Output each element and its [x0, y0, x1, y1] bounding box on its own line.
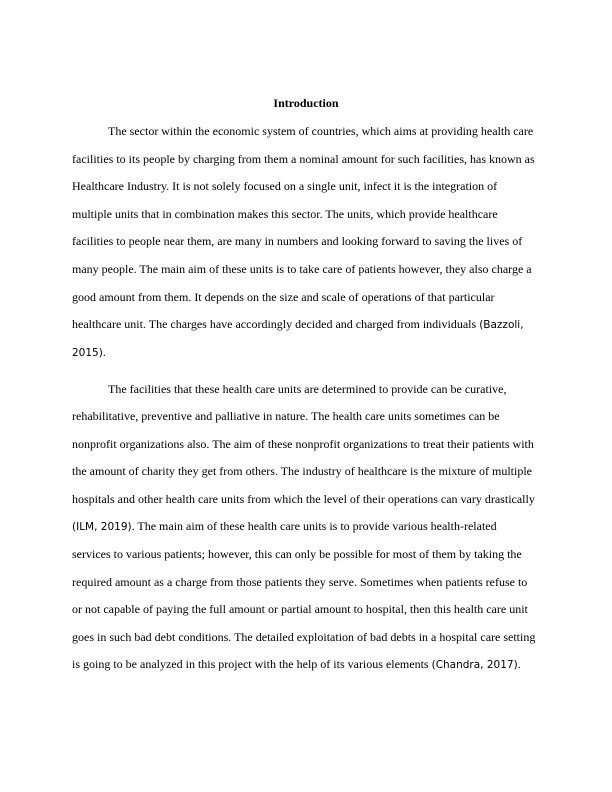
paragraph-1-line-5: facilities to people near them, are many in numbers and looking forward to saving the lives of	[72, 234, 523, 248]
citation-bazzoli-part2: 2015)	[72, 347, 103, 359]
paragraph-1-line-8	[72, 316, 524, 333]
paragraph-1-line-9	[72, 344, 106, 361]
paragraph-2-line-6-text: . The main aim of these health care units is to provide various health-related	[131, 519, 497, 533]
section-heading: Introduction	[273, 96, 339, 110]
paragraph-1-line-8-text: healthcare unit. The charges have accordingly decided and charged from individuals	[72, 317, 480, 331]
paragraph-1-line-3: Healthcare Industry. It is not solely focused on a single unit, infect it is the integration of	[72, 179, 498, 193]
paragraph-2-line-7: services to various patients; however, this can only be possible for most of them by taking the	[72, 547, 522, 561]
paragraph-2-line-6	[72, 518, 497, 535]
paragraph-1-line-9-end: .	[102, 345, 106, 359]
paragraph-1-line-4: multiple units that in combination makes this sector. The units, which provide healthcare	[72, 207, 498, 221]
paragraph-2-line-11-text: is going to be analyzed in this project with the help of its various elements	[72, 657, 432, 671]
paragraph-2-line-1: The facilities that these health care units are determined to provide can be curative,	[108, 382, 507, 396]
paragraph-2-line-11-end: .	[517, 657, 521, 671]
paragraph-2-line-11	[72, 656, 521, 673]
paragraph-2-line-2: rehabilitative, preventive and palliative in nature. The health care units sometimes can be	[72, 409, 500, 423]
paragraph-2-line-10: goes in such bad debt conditions. The detailed exploitation of bad debts in a hospital care setting	[72, 630, 536, 644]
paragraph-2-line-4: the amount of charity they get from others. The industry of healthcare is the mixture of multiple	[72, 464, 532, 478]
citation-ilm: (ILM, 2019)	[72, 521, 132, 533]
citation-bazzoli-part1: (Bazzoli,	[479, 319, 524, 331]
paragraph-2-line-8: required amount as a charge from those patients they serve. Sometimes when patients refuse to	[72, 575, 528, 589]
paragraph-2-line-3: nonprofit organizations also. The aim of these nonprofit organizations to treat their patients with	[72, 437, 534, 451]
paragraph-1-line-7: good amount from them. It depends on the size and scale of operations of that particular	[72, 290, 495, 304]
citation-chandra: (Chandra, 2017)	[431, 659, 518, 671]
paragraph-1-line-1: The sector within the economic system of countries, which aims at providing health care	[108, 124, 534, 138]
paragraph-2-line-9: or not capable of paying the full amount or partial amount to hospital, then this health care unit	[72, 602, 528, 616]
paragraph-1-line-6: many people. The main aim of these units is to take care of patients however, they also charge a	[72, 262, 532, 276]
paragraph-1-line-2: facilities to its people by charging from them a nominal amount for such facilities, has known as	[72, 152, 535, 166]
paragraph-2-line-5: hospitals and other health care units from which the level of their operations can vary drastically	[72, 492, 535, 506]
